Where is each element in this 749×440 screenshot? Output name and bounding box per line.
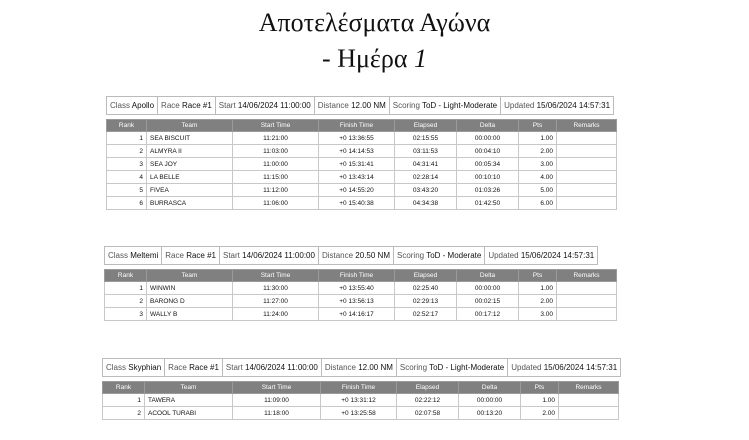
class-block-skyphian [102,358,621,420]
table-row: 5 FIVEA 11:12:00 +0 14:55:20 03:43:20 01:03:26 5.00 [107,184,617,197]
updated-value: 15/06/2024 14:57:31 [543,363,618,372]
updated-cell: Updated 15/06/2024 14:57:31 [501,97,614,115]
col-finish-time: Finish Time [319,270,395,282]
distance-cell: Distance 12.00 NM [321,359,396,377]
distance-value: 12.00 NM [358,363,393,372]
race-cell: Race Race #1 [158,97,216,115]
table-row: 6 BURRASCA 11:06:00 +0 15:40:38 04:34:38 01:42:50 6.00 [107,197,617,210]
header-row [105,270,617,282]
col-pts: Pts [519,120,557,132]
col-team: Team [147,120,233,132]
start-value: 14/06/2024 11:00:00 [242,251,315,260]
distance-cell: Distance 12.00 NM [314,97,389,115]
col-delta: Delta [457,270,519,282]
header-row [107,120,617,132]
race-cell: Race Race #1 [162,247,220,265]
table-row: 1 TAWERA 11:09:00 +0 13:31:12 02:22:12 00:00:00 1.00 [103,394,619,407]
col-finish-time: Finish Time [319,120,395,132]
distance-value: 20.50 NM [355,251,390,260]
updated-cell: Updated 15/06/2024 14:57:31 [485,247,598,265]
distance-cell: Distance 20.50 NM [318,247,393,265]
table-row: 1 SEA BISCUIT 11:21:00 +0 13:36:55 02:15:55 00:00:00 1.00 [107,132,617,145]
header-row [103,382,619,394]
updated-value: 15/06/2024 14:57:31 [536,101,611,110]
class-block-meltemi [104,246,617,321]
results-table [102,381,619,420]
page-title: Αποτελέσματα Αγώνα [258,8,491,37]
start-value: 14/06/2024 11:00:00 [237,101,311,110]
col-rank: Rank [105,270,147,282]
table-row: 2 ALMYRA II 11:03:00 +0 14:14:53 03:11:53 00:04:10 2.00 [107,145,617,158]
race-info-bar [104,246,598,265]
table-row: 3 WALLY B 11:24:00 +0 14:16:17 02:52:17 00:17:12 3.00 [105,308,617,321]
updated-value: 15/06/2024 14:57:31 [520,251,595,260]
table-row: 4 LA BELLE 11:15:00 +0 13:43:14 02:28:14 00:10:10 4.00 [107,171,617,184]
table-row: 3 SEA JOY 11:00:00 +0 15:31:41 04:31:41 00:05:34 3.00 [107,158,617,171]
start-cell: Start 14/06/2024 11:00:00 [215,97,314,115]
race-cell: Race Race #1 [165,359,223,377]
start-cell: Start 14/06/2024 11:00:00 [219,247,318,265]
scoring-cell: Scoring ToD - Light-Moderate [396,359,507,377]
col-pts: Pts [521,382,559,394]
col-start-time: Start Time [233,120,319,132]
col-start-time: Start Time [233,382,321,394]
col-rank: Rank [107,120,147,132]
class-cell: Class Meltemi [105,247,162,265]
results-table [106,119,617,210]
race-info-bar [106,96,614,115]
class-value: Skyphian [128,363,162,372]
class-cell: Class Apollo [107,97,158,115]
day-prefix: - Ημέρα [322,44,408,73]
col-remarks: Remarks [557,120,617,132]
col-start-time: Start Time [233,270,319,282]
col-elapsed: Elapsed [397,382,459,394]
col-remarks: Remarks [557,270,617,282]
race-info-bar [102,358,621,377]
class-block-apollo [106,96,617,210]
day-number: 1 [413,44,427,73]
page-subtitle [0,44,749,74]
race-value: Race #1 [189,363,219,372]
class-value: Meltemi [130,251,159,260]
col-finish-time: Finish Time [321,382,397,394]
scoring-cell: Scoring ToD - Light-Moderate [389,97,500,115]
updated-cell: Updated 15/06/2024 14:57:31 [508,359,621,377]
col-team: Team [147,270,233,282]
scoring-value: ToD - Light-Moderate [421,101,498,110]
col-elapsed: Elapsed [395,270,457,282]
col-remarks: Remarks [559,382,619,394]
class-value: Apollo [131,101,155,110]
race-value: Race #1 [186,251,216,260]
col-delta: Delta [459,382,521,394]
scoring-value: ToD - Moderate [426,251,482,260]
col-elapsed: Elapsed [395,120,457,132]
col-rank: Rank [103,382,145,394]
results-table [104,269,617,321]
start-cell: Start 14/06/2024 11:00:00 [222,359,321,377]
col-delta: Delta [457,120,519,132]
scoring-cell: Scoring ToD - Moderate [393,247,484,265]
start-value: 14/06/2024 11:00:00 [245,363,318,372]
class-cell: Class Skyphian [103,359,165,377]
distance-value: 12.00 NM [351,101,386,110]
col-team: Team [145,382,233,394]
col-pts: Pts [519,270,557,282]
table-row: 2 BARONG D 11:27:00 +0 13:56:13 02:29:13 00:02:15 2.00 [105,295,617,308]
race-value: Race #1 [181,101,212,110]
table-row: 1 WINWIN 11:30:00 +0 13:55:40 02:25:40 00:00:00 1.00 [105,282,617,295]
scoring-value: ToD - Light-Moderate [429,363,505,372]
table-row: 2 ACOOL TURABI 11:18:00 +0 13:25:58 02:07:58 00:13:20 2.00 [103,407,619,420]
